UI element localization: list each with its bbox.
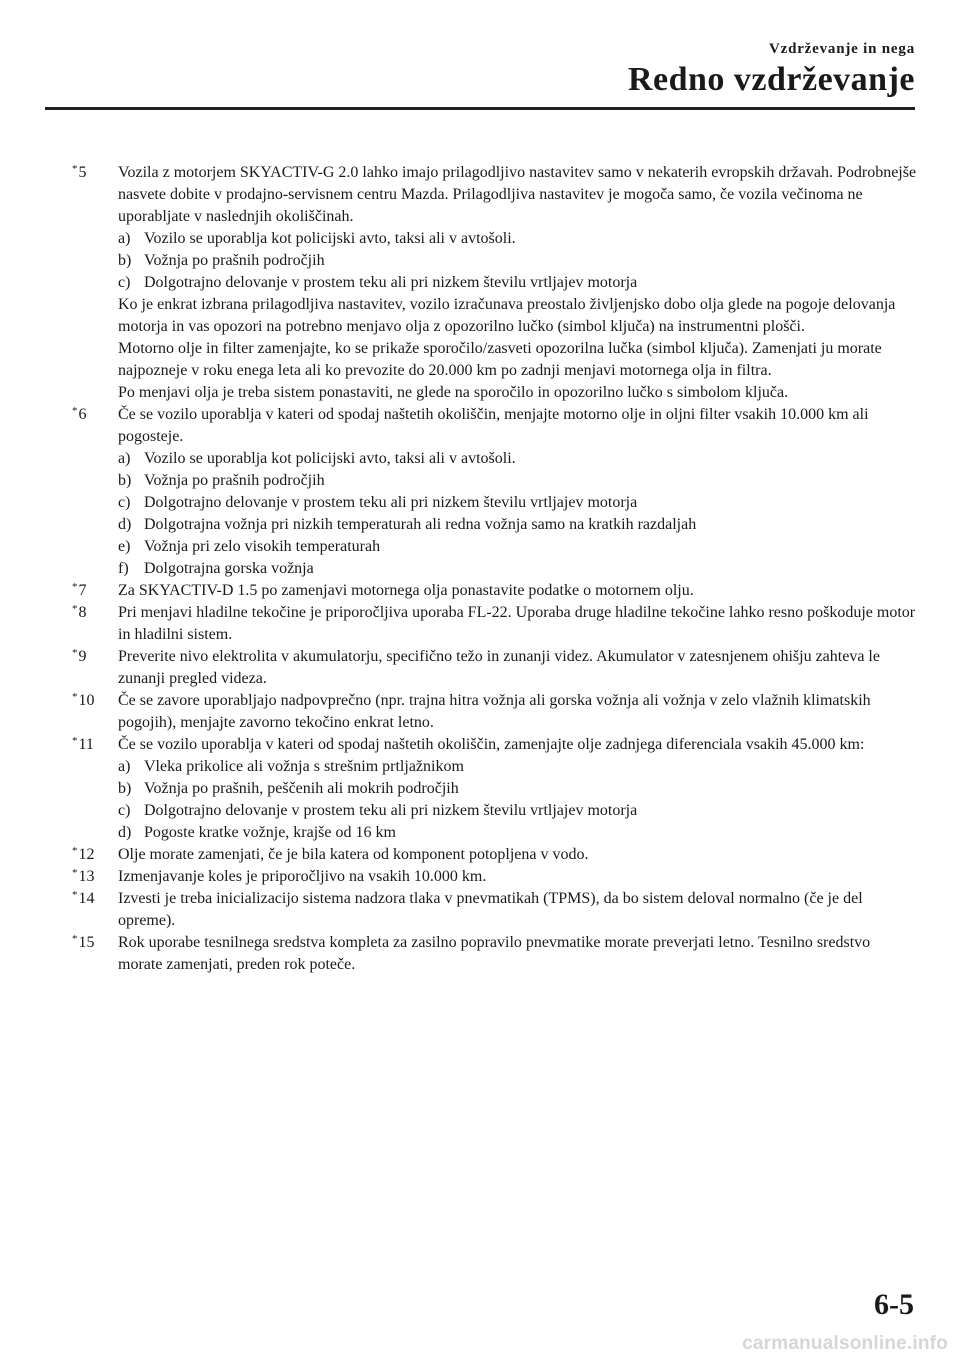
asterisk-icon: *: [72, 647, 78, 659]
list-item: [118, 272, 918, 294]
list-item-letter: d): [118, 516, 132, 533]
footnote-number: 10: [78, 692, 95, 709]
list-item: [118, 822, 918, 844]
footnote-number: 13: [78, 868, 95, 885]
footnote-9: [72, 646, 918, 690]
list-item: [118, 470, 918, 492]
list-item-letter: b): [118, 252, 132, 269]
footnote-8: [72, 602, 918, 646]
footnote-list: [72, 162, 918, 976]
asterisk-icon: *: [72, 867, 78, 879]
paragraph: Pri menjavi hladilne tekočine je priporočljiva uporaba FL-22. Uporaba druge hladilne tekočine lahko resno poškoduje motor in hladilni sistem.: [118, 604, 916, 643]
list-item: [118, 558, 918, 580]
footnote-number: 14: [78, 890, 95, 907]
list-item-text: Dolgotrajna gorska vožnja: [144, 560, 314, 577]
footnote-marker: [72, 866, 95, 889]
footnote-marker: [72, 162, 87, 185]
list-item-letter: a): [118, 230, 131, 247]
footnote-7: [72, 580, 918, 602]
paragraph: Izmenjavanje koles je priporočljivo na vsakih 10.000 km.: [118, 868, 487, 885]
list-item-letter: b): [118, 472, 132, 489]
list-item-letter: a): [118, 758, 131, 775]
asterisk-icon: *: [72, 691, 78, 703]
page-title: Redno vzdrževanje: [627, 61, 915, 98]
footnote-marker: [72, 580, 87, 603]
list-item-letter: c): [118, 274, 131, 291]
footnote-number: 7: [78, 582, 87, 599]
list-item-text: Vožnja po prašnih področjih: [144, 472, 325, 489]
list-item: [118, 536, 918, 558]
list-item-letter: c): [118, 802, 131, 819]
footnote-number: 15: [78, 934, 95, 951]
list-item: [118, 756, 918, 778]
page-number: 6-5: [874, 1288, 914, 1321]
paragraph: Po menjavi olja je treba sistem ponastaviti, ne glede na sporočilo in opozorilno lučko s simbolom ključa.: [118, 384, 789, 401]
list-item: [118, 800, 918, 822]
footnote-marker: [72, 932, 95, 955]
list-item-text: Vožnja pri zelo visokih temperaturah: [144, 538, 381, 555]
list-item-text: Vožnja po prašnih, peščenih ali mokrih področjih: [144, 780, 459, 797]
paragraph: Če se zavore uporabljajo nadpovprečno (npr. trajna hitra vožnja ali gorska vožnja ali vožnja v zelo vlažnih klimatskih pogojih), menjajte zavorno tekočino enkrat letno.: [118, 692, 871, 731]
footnote-5: [72, 162, 918, 404]
paragraph: Rok uporabe tesnilnega sredstva kompleta za zasilno popravilo pnevmatike morate preverjati letno. Tesnilno sredstvo morate zamenjati, preden rok poteče.: [118, 934, 871, 973]
paragraph: Olje morate zamenjati, če je bila katera od komponent potopljena v vodo.: [118, 846, 589, 863]
paragraph: Motorno olje in filter zamenjajte, ko se prikaže sporočilo/zasveti opozorilna lučka (simbol ključa). Zamenjati ju morate najpozneje v roku enega leta ali ko prevozite do 20.000 km po zadnji menjavi motornega olja in filtra.: [118, 340, 882, 379]
list-item: [118, 250, 918, 272]
paragraph: Za SKYACTIV-D 1.5 po zamenjavi motornega olja ponastavite podatke o motornem olju.: [118, 582, 694, 599]
footnote-15: [72, 932, 918, 976]
list-item: [118, 228, 918, 250]
footnote-marker: [72, 602, 87, 625]
asterisk-icon: *: [72, 845, 78, 857]
asterisk-icon: *: [72, 405, 78, 417]
footnote-10: [72, 690, 918, 734]
paragraph: Izvesti je treba inicializacijo sistema nadzora tlaka v pnevmatikah (TPMS), da bo sistem deloval normalno (če je del opreme).: [118, 890, 863, 929]
list-item-text: Pogoste kratke vožnje, krajše od 16 km: [144, 824, 396, 841]
footnote-number: 12: [78, 846, 95, 863]
footnote-number: 6: [78, 406, 87, 423]
list-item-text: Vleka prikolice ali vožnja s strešnim prtljažnikom: [144, 758, 464, 775]
asterisk-icon: *: [72, 933, 78, 945]
footnote-12: [72, 844, 918, 866]
asterisk-icon: *: [72, 889, 78, 901]
footnote-6: [72, 404, 918, 580]
footnote-number: 5: [78, 164, 87, 181]
list-item-letter: f): [118, 560, 129, 577]
list-item-text: Dolgotrajno delovanje v prostem teku ali pri nizkem številu vrtljajev motorja: [144, 494, 638, 511]
footnote-marker: [72, 888, 95, 911]
footnote-marker: [72, 404, 87, 427]
footnote-number: 8: [78, 604, 87, 621]
asterisk-icon: *: [72, 581, 78, 593]
list-item: [118, 778, 918, 800]
paragraph: Če se vozilo uporablja v kateri od spodaj naštetih okoliščin, menjajte motorno olje in oljni filter vsakih 10.000 km ali pogosteje.: [118, 406, 869, 445]
footnote-marker: [72, 646, 87, 669]
watermark: carmanualsonline.info: [742, 1333, 948, 1354]
paragraph: Ko je enkrat izbrana prilagodljiva nastavitev, vozilo izračunava preostalo življenjsko dobo olja glede na pogoje delovanja motorja in vas opozori na potrebno menjavo olja z opozorilno lučko (simbol ključa) na instrumentni plošči.: [118, 296, 896, 335]
list-item: [118, 448, 918, 470]
asterisk-icon: *: [72, 163, 78, 175]
list-item-letter: d): [118, 824, 132, 841]
section-label: Vzdrževanje in nega: [768, 41, 915, 57]
list-item-text: Dolgotrajno delovanje v prostem teku ali pri nizkem številu vrtljajev motorja: [144, 802, 638, 819]
list-item-text: Dolgotrajno delovanje v prostem teku ali pri nizkem številu vrtljajev motorja: [144, 274, 638, 291]
header-divider: [45, 107, 915, 110]
asterisk-icon: *: [72, 603, 78, 615]
footnote-11: [72, 734, 918, 844]
list-item-letter: c): [118, 494, 131, 511]
list-item-text: Vožnja po prašnih področjih: [144, 252, 325, 269]
list-item: [118, 492, 918, 514]
list-item-text: Vozilo se uporablja kot policijski avto, taksi ali v avtošoli.: [144, 450, 516, 467]
footnote-number: 11: [78, 736, 94, 753]
list-item-letter: a): [118, 450, 131, 467]
list-item-text: Vozilo se uporablja kot policijski avto, taksi ali v avtošoli.: [144, 230, 516, 247]
footnote-14: [72, 888, 918, 932]
page-header: [45, 40, 915, 100]
footnote-marker: [72, 690, 95, 713]
list-item: [118, 514, 918, 536]
list-item-text: Dolgotrajna vožnja pri nizkih temperaturah ali redna vožnja samo na kratkih razdaljah: [144, 516, 697, 533]
footnote-13: [72, 866, 918, 888]
paragraph: Če se vozilo uporablja v kateri od spodaj naštetih okoliščin, zamenjajte olje zadnjega diferenciala vsakih 45.000 km:: [118, 736, 865, 753]
footnote-number: 9: [78, 648, 87, 665]
footnote-marker: [72, 844, 95, 867]
list-item-letter: e): [118, 538, 131, 555]
footnote-marker: [72, 734, 94, 757]
list-item-letter: b): [118, 780, 132, 797]
asterisk-icon: *: [72, 735, 78, 747]
paragraph: Preverite nivo elektrolita v akumulatorju, specifično težo in zunanji videz. Akumulator v zatesnjenem ohišju zahteva le zunanji pregled videza.: [118, 648, 880, 687]
paragraph: Vozila z motorjem SKYACTIV-G 2.0 lahko imajo prilagodljivo nastavitev samo v nekaterih evropskih državah. Podrobnejše nasvete dobite v prodajno-servisnem centru Mazda. Prilagodljiva nastavitev je mogoča samo, če vozila večinoma ne uporabljate v naslednjih okoliščinah.: [118, 164, 917, 225]
